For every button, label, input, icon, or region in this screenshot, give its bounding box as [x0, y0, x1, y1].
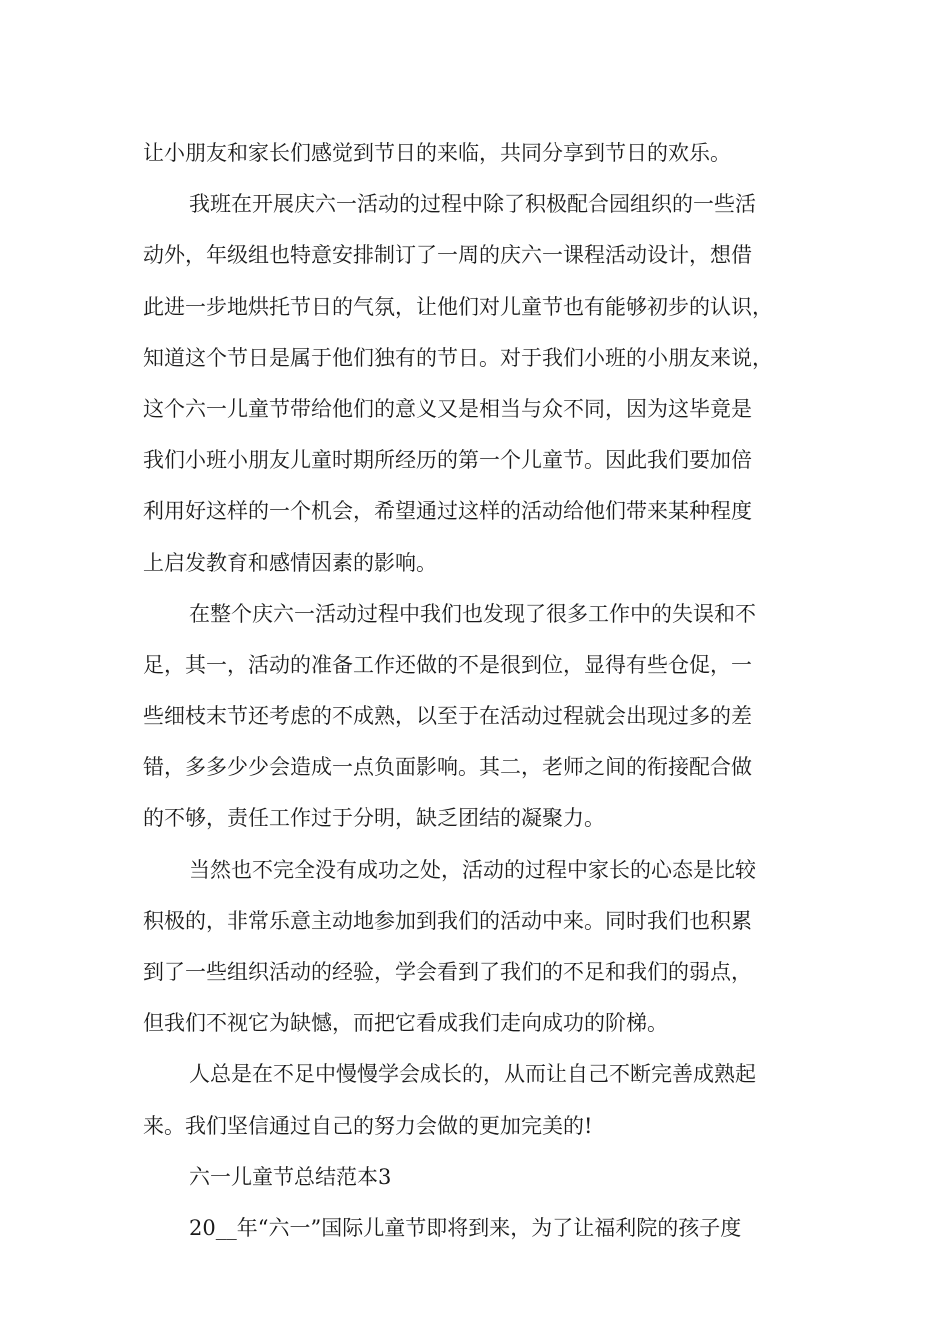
text-line: 错，多多少少会造成一点负面影响。其二，老师之间的衔接配合做	[143, 755, 752, 780]
text-line: 上启发教育和感情因素的影响。	[143, 550, 437, 575]
text-line: 些细枝末节还考虑的不成熟，以至于在活动过程就会出现过多的差	[143, 704, 752, 729]
text-line: 的不够，责任工作过于分明，缺乏团结的凝聚力。	[143, 806, 605, 831]
paragraph-start-line: 当然也不完全没有成功之处，活动的过程中家长的心态是比较	[189, 857, 756, 882]
text-line: 此进一步地烘托节日的气氛，让他们对儿童节也有能够初步的认识，	[143, 294, 773, 319]
paragraph-start-line: 在整个庆六一活动过程中我们也发现了很多工作中的失误和不	[189, 601, 756, 626]
text-line: 这个六一儿童节带给他们的意义又是相当与众不同，因为这毕竟是	[143, 396, 752, 421]
text-line: 利用好这样的一个机会，希望通过这样的活动给他们带来某种程度	[143, 499, 752, 524]
section-heading: 六一儿童节总结范本3	[189, 1164, 392, 1189]
paragraph-start-line: 人总是在不足中慢慢学会成长的，从而让自己不断完善成熟起	[189, 1062, 756, 1087]
text-line: 足，其一，活动的准备工作还做的不是很到位，显得有些仓促，一	[143, 652, 752, 677]
text-line: 动外，年级组也特意安排制订了一周的庆六一课程活动设计，想借	[143, 243, 752, 268]
text-line: 积极的，非常乐意主动地参加到我们的活动中来。同时我们也积累	[143, 908, 752, 933]
text-line: 到了一些组织活动的经验，学会看到了我们的不足和我们的弱点，	[143, 960, 752, 984]
text-line: 我们小班小朋友儿童时期所经历的第一个儿童节。因此我们要加倍	[143, 448, 752, 473]
text-line: 让小朋友和家长们感觉到节日的来临，共同分享到节日的欢乐。	[143, 141, 731, 165]
text-line: 知道这个节日是属于他们独有的节日。对于我们小班的小朋友来说，	[143, 345, 773, 370]
text-line: 来。我们坚信通过自己的努力会做的更加完美的!	[143, 1113, 593, 1138]
document-body	[143, 128, 813, 1254]
paragraph-start-line: 20__年“六一”国际儿童节即将到来，为了让福利院的孩子度	[189, 1215, 742, 1240]
paragraph-start-line: 我班在开展庆六一活动的过程中除了积极配合园组织的一些活	[189, 192, 756, 217]
text-line: 但我们不视它为缺憾，而把它看成我们走向成功的阶梯。	[143, 1011, 668, 1036]
